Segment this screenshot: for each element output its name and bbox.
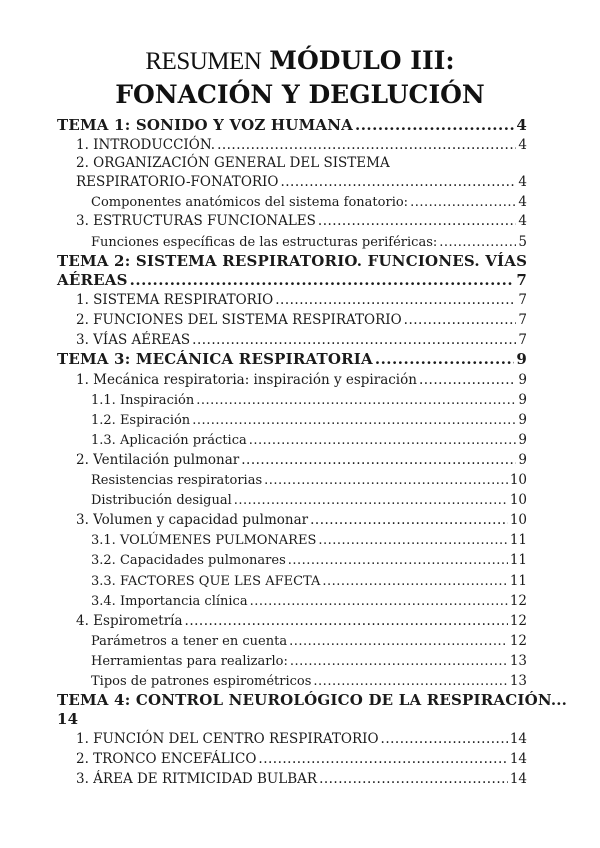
toc-entry-vias-aereas[interactable] <box>76 332 527 348</box>
toc-tema-2-line2[interactable] <box>57 271 527 289</box>
toc-page: 9 <box>518 432 527 448</box>
toc-tema-1[interactable] <box>57 116 527 134</box>
toc-page: 10 <box>509 472 527 488</box>
toc-leader <box>234 493 508 508</box>
toc-entry-estructuras[interactable] <box>76 213 527 229</box>
toc-leader <box>264 473 508 488</box>
toc-label: Funciones específicas de las estructuras periféricas: <box>91 235 438 250</box>
toc-page: 9 <box>518 452 527 468</box>
toc-label: 2. TRONCO ENCEFÁLICO <box>76 751 257 767</box>
toc-leader <box>318 213 517 229</box>
toc-page: 7 <box>518 332 527 348</box>
toc-label: 1.3. Aplicación práctica <box>91 433 247 448</box>
toc-page: 10 <box>509 492 527 508</box>
toc-entry-aplicacion[interactable] <box>91 432 527 448</box>
toc-tema-4-line1[interactable]: TEMA 4: CONTROL NEUROLÓGICO DE LA RESPIRACIÓN... <box>57 691 568 709</box>
toc-leader <box>375 350 515 368</box>
toc-entry-inspiracion[interactable] <box>91 392 527 408</box>
toc-label: 3. ÁREA DE RITMICIDAD BULBAR <box>76 771 318 787</box>
toc-tema-3[interactable] <box>57 350 527 368</box>
toc-entry-mecanica[interactable] <box>76 372 527 388</box>
toc-leader <box>250 594 508 609</box>
toc-entry-funciones-sistema[interactable] <box>76 312 527 328</box>
toc-page: 7 <box>518 292 527 308</box>
toc-label: Tipos de patrones espirométricos <box>91 674 312 689</box>
toc-label: Herramientas para realizarlo: <box>91 654 288 669</box>
toc-label: Resistencias respiratorias <box>91 473 263 488</box>
toc-entry-capacidades[interactable] <box>91 552 527 568</box>
title-resumen: RESUMEN <box>145 48 262 75</box>
toc-page: 4 <box>518 137 527 153</box>
toc-page: 11 <box>509 532 527 548</box>
toc-page: 9 <box>518 372 527 388</box>
toc-tema-2-line1[interactable]: TEMA 2: SISTEMA RESPIRATORIO. FUNCIONES. VÍAS <box>57 252 528 270</box>
toc-entry-patrones[interactable] <box>91 673 527 689</box>
document-title-line2: FONACIÓN Y DEGLUCIÓN <box>115 80 485 109</box>
toc-leader <box>319 771 508 787</box>
toc-entry-distribucion[interactable] <box>91 492 527 508</box>
toc-label: 3.4. Importancia clínica <box>91 594 248 609</box>
toc-leader <box>290 654 508 669</box>
toc-leader <box>381 731 508 747</box>
toc-entry-espirometria[interactable] <box>76 613 527 629</box>
toc-entry-organizacion-line2[interactable] <box>76 174 527 190</box>
toc-label: 3.3. FACTORES QUE LES AFECTA <box>91 574 321 589</box>
toc-entry-ritmicidad[interactable] <box>76 771 527 787</box>
toc-leader <box>313 674 507 689</box>
toc-label: 3. ESTRUCTURAS FUNCIONALES <box>76 213 316 229</box>
toc-label: 4. Espirometría <box>76 613 183 629</box>
toc-page: 9 <box>516 350 527 368</box>
toc-label: 3.2. Capacidades pulmonares <box>91 553 286 568</box>
toc-leader <box>289 634 508 649</box>
toc-page: 4 <box>516 116 527 134</box>
toc-label: Componentes anatómicos del sistema fonatorio: <box>91 195 409 210</box>
toc-label: TEMA 1: SONIDO Y VOZ HUMANA <box>57 116 353 134</box>
toc-tema-4-page[interactable]: 14 <box>57 710 79 728</box>
toc-page: 12 <box>509 593 527 609</box>
toc-leader <box>322 574 507 589</box>
toc-label: 3. Volumen y capacidad pulmonar <box>76 512 309 528</box>
toc-page: 4 <box>518 174 527 190</box>
toc-page: 4 <box>518 194 527 210</box>
toc-leader <box>439 235 516 250</box>
toc-entry-introduccion[interactable] <box>76 137 527 153</box>
toc-label: 3. VÍAS AÉREAS <box>76 332 191 348</box>
toc-label: 2. FUNCIONES DEL SISTEMA RESPIRATORIO <box>76 312 402 328</box>
toc-entry-volumenes[interactable] <box>91 532 527 548</box>
toc-entry-componentes[interactable] <box>91 194 527 210</box>
toc-leader <box>280 174 516 190</box>
toc-leader <box>258 751 507 767</box>
toc-leader <box>404 312 517 328</box>
toc-leader <box>318 533 507 548</box>
toc-page: 11 <box>509 552 527 568</box>
toc-label: RESPIRATORIO-FONATORIO <box>76 174 279 190</box>
toc-entry-tronco[interactable] <box>76 751 527 767</box>
toc-entry-sistema-respiratorio[interactable] <box>76 292 527 308</box>
toc-page: 7 <box>518 312 527 328</box>
toc-label: AÉREAS <box>57 271 128 289</box>
toc-entry-resistencias[interactable] <box>91 472 527 488</box>
toc-leader <box>130 271 515 289</box>
toc-entry-factores[interactable] <box>91 573 527 589</box>
toc-label: 1.1. Inspiración <box>91 393 195 408</box>
toc-label: 1. INTRODUCCIÓN. <box>76 137 216 153</box>
toc-page: 5 <box>518 234 527 250</box>
toc-leader <box>419 372 516 388</box>
toc-leader <box>249 433 517 448</box>
toc-label: Distribución desigual <box>91 493 232 508</box>
toc-entry-volumen[interactable] <box>76 512 527 528</box>
toc-page: 13 <box>509 673 527 689</box>
toc-page: 9 <box>518 392 527 408</box>
toc-entry-funciones-especificas[interactable] <box>91 234 527 250</box>
toc-page: 4 <box>518 213 527 229</box>
toc-page: 14 <box>509 751 527 767</box>
toc-page: 9 <box>518 412 527 428</box>
toc-entry-centro-respiratorio[interactable] <box>76 731 527 747</box>
toc-page: 14 <box>509 731 527 747</box>
toc-leader <box>192 413 516 428</box>
toc-leader <box>275 292 516 308</box>
title-modulo: MÓDULO III: <box>269 46 455 75</box>
toc-leader <box>217 137 516 153</box>
document-title-line1 <box>0 46 600 77</box>
toc-entry-ventilacion[interactable] <box>76 452 527 468</box>
toc-leader <box>410 195 516 210</box>
toc-entry-herramientas[interactable] <box>91 653 527 669</box>
toc-page: 7 <box>516 271 527 289</box>
toc-page: 13 <box>509 653 527 669</box>
toc-entry-organizacion-line1[interactable]: 2. ORGANIZACIÓN GENERAL DEL SISTEMA <box>76 155 390 171</box>
toc-entry-parametros[interactable] <box>91 633 527 649</box>
toc-page: 11 <box>509 573 527 589</box>
toc-leader <box>310 512 508 528</box>
toc-label: 2. Ventilación pulmonar <box>76 452 240 468</box>
toc-leader <box>355 116 514 134</box>
toc-label: Parámetros a tener en cuenta <box>91 634 288 649</box>
toc-entry-importancia[interactable] <box>91 593 527 609</box>
toc-leader <box>192 332 516 348</box>
toc-page: 12 <box>509 633 527 649</box>
toc-label: TEMA 3: MECÁNICA RESPIRATORIA <box>57 350 373 368</box>
toc-leader <box>185 613 508 629</box>
toc-label: 1. FUNCIÓN DEL CENTRO RESPIRATORIO <box>76 731 379 747</box>
toc-label: 1. Mecánica respiratoria: inspiración y espiración <box>76 372 417 388</box>
toc-page: 14 <box>509 771 527 787</box>
toc-label: 1.2. Espiración <box>91 413 191 428</box>
toc-page: 10 <box>509 512 527 528</box>
toc-label: 1. SISTEMA RESPIRATORIO <box>76 292 274 308</box>
toc-page: 12 <box>509 613 527 629</box>
toc-entry-espiracion[interactable] <box>91 412 527 428</box>
toc-label: 3.1. VOLÚMENES PULMONARES <box>91 533 317 548</box>
toc-leader <box>241 452 516 468</box>
toc-leader <box>196 393 516 408</box>
toc-leader <box>288 553 508 568</box>
